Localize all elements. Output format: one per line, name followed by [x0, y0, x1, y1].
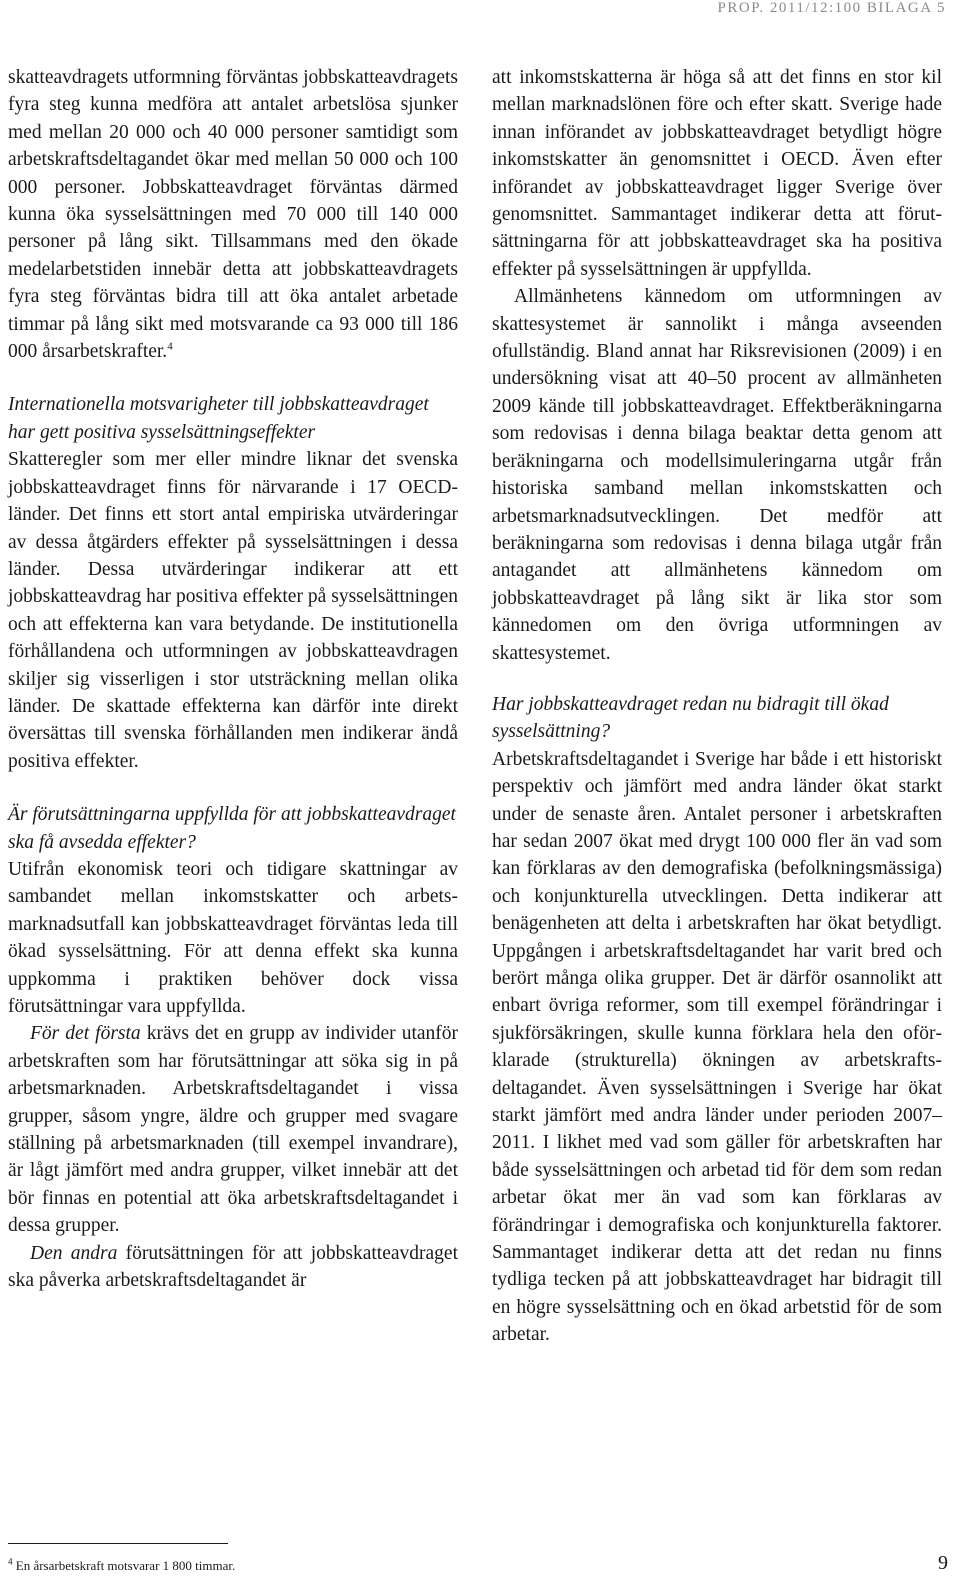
body-paragraph [8, 64, 458, 365]
body-paragraph [8, 1020, 458, 1239]
paragraph-text: skatteavdragets utformning förväntas jobbskatteavdragets fyra steg kunna medföra att antalet arbetslösa sjunker med mellan 20 000 och 40 000 personer samtidigt som arbetskraftsdeltagandet ökar med mellan 50 000 och 100 000 personer. Jobbskatteavdraget förväntas därmed kunna öka sysselsättningen med 70 000 till 140 000 personer på lång sikt. Tillsammans med den ökade medelarbetstiden innebär detta att jobbskatteavdragets fyra steg förväntas bidra till att öka antalet arbetade timmar på lång sikt med motsvarande ca 93 000 till 186 000 årsarbetskrafter. [8, 67, 458, 363]
body-paragraph [8, 1240, 458, 1295]
body-paragraph: Allmänhetens kännedom om utformningen av skattesystemet är sannolikt i många avseenden ofullständig. Bland annat har Riksrevisionen (2009) i en undersökning visat att 40–50 procent av allmänheten 2009 kände till jobbskatteavdraget. Effektberäkningarna som redovisas i denna bilaga beaktar detta genom att beräkningarna och modellsimuleringarna utgår från historiska samband mellan inkomstskatten och arbetsmarknadsutvecklingen. Det medför att beräkningarna som redovisas i denna bilaga utgår från antagandet att allmänhetens kännedom om jobbskatteavdraget på lång sikt är lika stor som kännedomen om den övriga utformningen av skattesystemet. [492, 286, 942, 664]
left-column [8, 64, 458, 1294]
footnote-ref: 4 [167, 340, 173, 353]
paragraph-text: krävs det en grupp av individer utanför arbetskraften som har förutsättningar att söka sig in på arbetsmarknaden. Arbetskraftsdeltagandet i vissa grupper, såsom yngre, äldre och grupper med svagare ställning på arbetsmarknaden (till exempel invandrare), är lågt jämfört med andra grupper, vilket innebär att det bör finnas en potential att öka arbetskraftsdeltagandet i dessa grupper. [8, 1023, 459, 1237]
right-column [492, 64, 942, 1349]
section-heading: Har jobbskatteavdraget redan nu bidragit till ökad sysselsättning? [492, 693, 889, 743]
body-paragraph: Utifrån ekonomisk teori och tidigare skattningar av sambandet mellan inkomstskatter och arbetsmarknadsutfall kan jobbskatteavdraget förväntas leda till ökad sysselsättning. För att denna effekt ska kunna uppkomma i praktiken behöver dock vissa förutsättningar vara uppfyllda. [8, 858, 458, 1017]
footnote-text: En årsarbetskraft motsvarar 1 800 timmar. [15, 1558, 236, 1573]
footnote-rule [8, 1543, 228, 1544]
emphasis: Den andra [30, 1242, 118, 1264]
section-heading: Internationella motsvarigheter till jobbskatteavdraget har gett positiva sysselsättningseffekter [8, 394, 429, 443]
emphasis: För det första [30, 1023, 141, 1045]
footnote [8, 1558, 235, 1574]
body-paragraph: Arbetskraftsdeltagandet i Sverige har både i ett historiskt perspektiv och jämfört med andra länder ökat starkt under de senaste åren. Antalet personer i arbetskraften har sedan 2007 ökat med drygt 100 000 fler än vad som kan förklaras av den demografiska (befolkningsmässiga) och konjunkturella utvecklingen. Detta indikerar att benägenheten att delta i arbetskraften har ökat betydligt. Uppgången i arbetskraftsdeltagandet har varit bred och berört många olika grupper. Det är därför osannolikt att enbart övriga reformer, som till exempel förändringar i sjukförsäkringen, skulle kunna förklara hela den oförklarade (strukturella) ökningen av arbetskraftsdeltagandet. Även sysselsättningen i Sverige har ökat starkt jämfört med andra länder under perioden 2007–2011. I likhet med vad som gäller för arbetskraften har både sysselsättningen och arbetad tid för dem som redan arbetar ökat mer än vad som kan förklaras av förändringar i demografiska och konjunkturella faktorer. Sammantaget indikerar detta att det redan nu finns tydliga tecken på att jobbskatteavdraget har bidragit till en högre sysselsättning och en ökad arbetstid för de som arbetar. [492, 748, 942, 1346]
paragraph-text: förutsättningen för att jobbskatteavdraget ska påverka arbetskraftsdeltagandet är [8, 1242, 458, 1292]
page-number: 9 [938, 1552, 948, 1574]
body-paragraph: att inkomstskatterna är höga så att det finns en stor kil mellan marknadslönen före och efter skatt. Sverige hade innan införandet av jobbskatteavdraget betydligt högre inkomstskatter än genomsnittet i OECD. Även efter införandet av jobbskatteavdraget ligger Sverige över genomsnittet. Sammantaget indikerar detta att förutsättningarna för att jobbskatteavdraget ska ha positiva effekter på sysselsättningen är uppfyllda. [492, 67, 942, 280]
body-paragraph: Skatteregler som mer eller mindre liknar det svenska jobbskatteavdraget finns för närvarande i 17 OECD-länder. Det finns ett stort antal empiriska utvärderingar av dessa åtgärders effekter på sysselsättningen i dessa länder. Dessa utvärderingar indikerar att ett jobbskatteavdrag har positiva effekter på sysselsättningen och att effekterna kan vara betydande. De institutionella förhållandena och utformningen av jobbskatteavdragen skiljer sig visserligen i stor utsträckning mellan olika länder. De skattade effekterna kan därför inte direkt översättas till svenska förhållanden men indikerar ändå positiva effekter. [8, 449, 458, 772]
running-head: PROP. 2011/12:100 BILAGA 5 [717, 0, 946, 16]
section-heading: Är förutsättningarna uppfyllda för att jobbskatteavdraget ska få avsedda effekter? [8, 804, 456, 853]
footnote-number: 4 [8, 1556, 13, 1567]
